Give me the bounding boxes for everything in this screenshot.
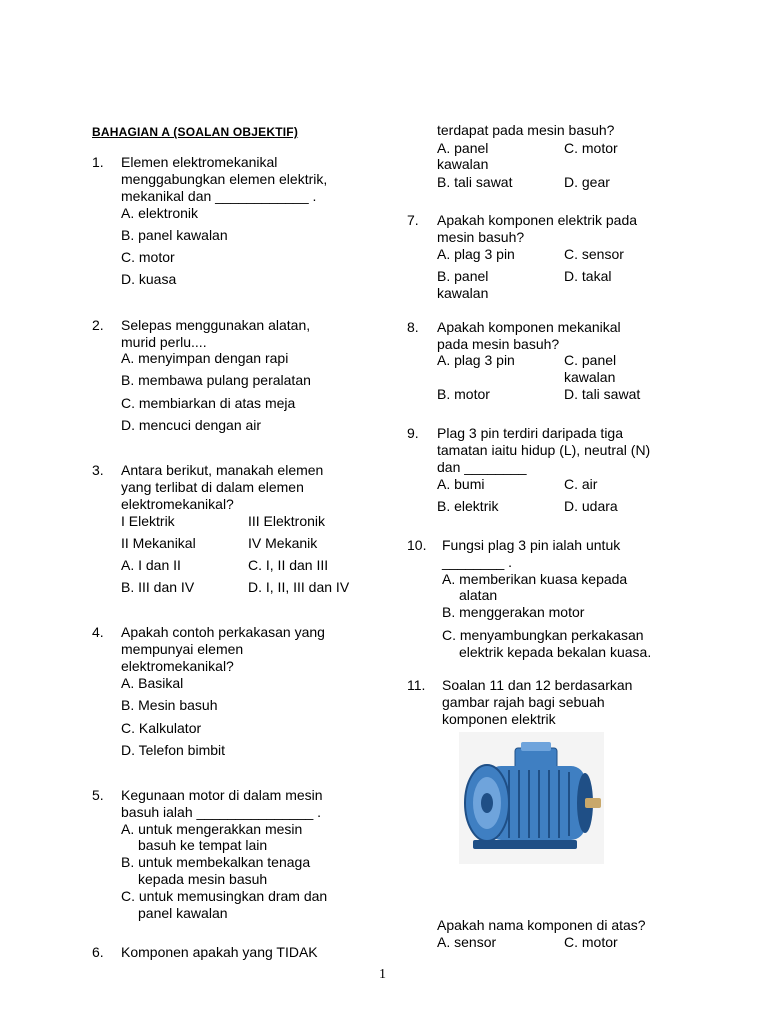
- option-a: A. sensor: [437, 934, 497, 950]
- option-c: C. membiarkan di atas meja: [121, 395, 296, 411]
- question-number: 3.: [92, 462, 104, 478]
- question-number: 10.: [407, 537, 427, 553]
- option-b: B. membawa pulang peralatan: [121, 372, 311, 388]
- option-d: D. gear: [564, 174, 610, 190]
- question-text: mekanikal dan ____________ .: [121, 188, 317, 204]
- question-text: pada mesin basuh?: [437, 336, 560, 352]
- option-b: B. panel kawalan: [121, 227, 228, 243]
- question-text: Kegunaan motor di dalam mesin: [121, 787, 323, 803]
- option-c: C. untuk memusingkan dram dan: [121, 888, 328, 904]
- option-d: D. Telefon bimbit: [121, 742, 226, 758]
- option-b: B. panel: [437, 268, 489, 284]
- question-text: Elemen elektromekanikal: [121, 154, 278, 170]
- question-text: Komponen apakah yang TIDAK: [121, 944, 318, 960]
- option-d: D. takal: [564, 268, 612, 284]
- option-a-cont: alatan: [459, 587, 498, 603]
- question-text: Apakah komponen elektrik pada: [437, 212, 638, 228]
- option-c: C. motor: [564, 140, 618, 156]
- option-a: A. panel: [437, 140, 489, 156]
- question-text: elektromekanikal?: [121, 496, 234, 512]
- option-a-cont: kawalan: [437, 156, 489, 172]
- option-c: C. I, II dan III: [248, 557, 329, 573]
- option-c: C. motor: [121, 249, 175, 265]
- question-text: Antara berikut, manakah elemen: [121, 462, 324, 478]
- option-c-cont: panel kawalan: [138, 905, 228, 921]
- option-b: B. elektrik: [437, 498, 499, 514]
- option-b: B. menggerakan motor: [442, 604, 585, 620]
- question-text: elektromekanikal?: [121, 658, 234, 674]
- question-text: basuh ialah _______________ .: [121, 804, 322, 820]
- option-c-cont: elektrik kepada bekalan kuasa.: [459, 644, 652, 660]
- option-a: A. plag 3 pin: [437, 352, 515, 368]
- question-number: 11.: [407, 677, 426, 693]
- option-d: D. tali sawat: [564, 386, 641, 402]
- option-d: D. mencuci dengan air: [121, 417, 262, 433]
- question-text: Apakah contoh perkakasan yang: [121, 624, 325, 640]
- option-c-cont: kawalan: [564, 369, 616, 385]
- option-c: C. menyambungkan perkakasan: [442, 627, 644, 643]
- option-a: A. menyimpan dengan rapi: [121, 350, 289, 366]
- option-b-cont: kawalan: [437, 285, 489, 301]
- item-ii: II Mekanikal: [121, 535, 196, 551]
- question-text: Apakah komponen mekanikal: [437, 319, 621, 335]
- question-number: 8.: [407, 319, 419, 335]
- question-text: gambar rajah bagi sebuah: [442, 694, 605, 710]
- option-c: C. sensor: [564, 246, 624, 262]
- question-text: terdapat pada mesin basuh?: [437, 122, 615, 138]
- option-a: A. Basikal: [121, 675, 184, 691]
- question-text: dan ________: [437, 459, 527, 475]
- question-text: ________ .: [442, 554, 513, 570]
- question-number: 7.: [407, 212, 419, 228]
- option-a-cont: basuh ke tempat lain: [138, 837, 268, 853]
- question-text: Plag 3 pin terdiri daripada tiga: [437, 425, 624, 441]
- question-text: Selepas menggunakan alatan,: [121, 317, 311, 333]
- question-number: 6.: [92, 944, 104, 960]
- option-d: D. I, II, III dan IV: [248, 579, 350, 595]
- section-heading: BAHAGIAN A (SOALAN OBJEKTIF): [92, 125, 299, 139]
- question-text: Soalan 11 dan 12 berdasarkan: [442, 677, 633, 693]
- option-b: B. untuk membekalkan tenaga: [121, 854, 311, 870]
- option-a: A. I dan II: [121, 557, 181, 573]
- question-number: 4.: [92, 624, 104, 640]
- page-number: 1: [379, 967, 386, 982]
- option-b-cont: kepada mesin basuh: [138, 871, 268, 887]
- option-d: D. udara: [564, 498, 618, 514]
- question-text: mesin basuh?: [437, 229, 525, 245]
- option-b: B. motor: [437, 386, 490, 402]
- option-c: C. Kalkulator: [121, 720, 202, 736]
- question-text: yang terlibat di dalam elemen: [121, 479, 304, 495]
- option-b: B. III dan IV: [121, 579, 195, 595]
- item-iv: IV Mekanik: [248, 535, 318, 551]
- option-c: C. motor: [564, 934, 618, 950]
- option-a: A. untuk mengerakkan mesin: [121, 821, 303, 837]
- question-text: menggabungkan elemen elektrik,: [121, 171, 328, 187]
- option-a: A. plag 3 pin: [437, 246, 515, 262]
- question-text: tamatan iaitu hidup (L), neutral (N): [437, 442, 651, 458]
- question-number: 9.: [407, 425, 419, 441]
- option-d: D. kuasa: [121, 271, 177, 287]
- question-text: Fungsi plag 3 pin ialah untuk: [442, 537, 621, 553]
- question-text: Apakah nama komponen di atas?: [437, 917, 646, 933]
- question-number: 2.: [92, 317, 104, 333]
- option-a: A. memberikan kuasa kepada: [442, 571, 628, 587]
- option-b: B. Mesin basuh: [121, 697, 218, 713]
- electric-motor-image: [459, 732, 604, 864]
- option-b: B. tali sawat: [437, 174, 513, 190]
- option-c: C. panel: [564, 352, 617, 368]
- question-text: komponen elektrik: [442, 711, 556, 727]
- option-a: A. elektronik: [121, 205, 199, 221]
- question-text: mempunyai elemen: [121, 641, 244, 657]
- item-i: I Elektrik: [121, 513, 175, 529]
- question-number: 1.: [92, 154, 104, 170]
- question-text: murid perlu....: [121, 334, 207, 350]
- option-c: C. air: [564, 476, 598, 492]
- question-number: 5.: [92, 787, 104, 803]
- item-iii: III Elektronik: [248, 513, 326, 529]
- option-a: A. bumi: [437, 476, 485, 492]
